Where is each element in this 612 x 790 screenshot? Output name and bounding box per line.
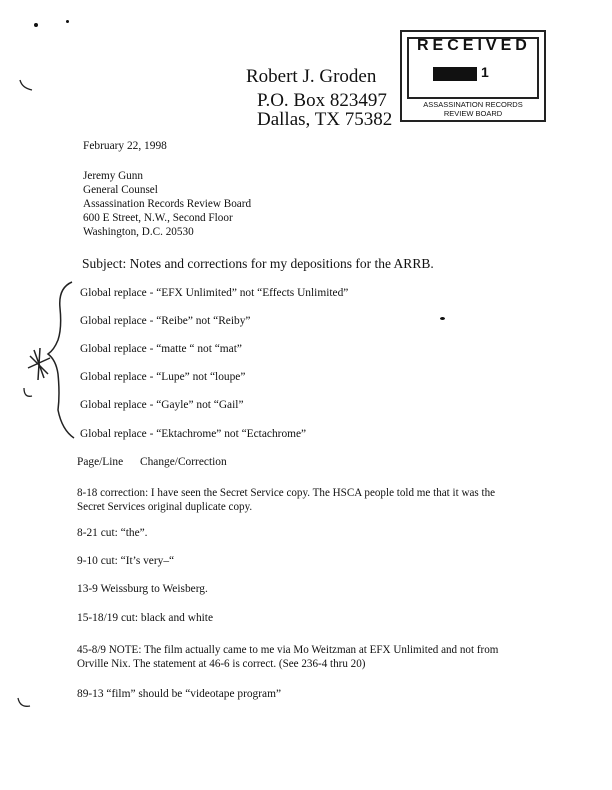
replace-item: Global replace - “Lupe” not “loupe”	[80, 371, 246, 383]
subject-line: Subject: Notes and corrections for my depositions for the ARRB.	[82, 256, 434, 271]
recipient-org: Assassination Records Review Board	[83, 198, 252, 210]
replace-item: Global replace - “Ektachrome” not “Ectachrome”	[80, 428, 307, 440]
replace-item: Global replace - “Gayle” not “Gail”	[80, 399, 244, 411]
recipient-city: Washington, D.C. 20530	[83, 226, 194, 238]
replace-item: Global replace - “EFX Unlimited” not “Effects Unlimited”	[80, 287, 349, 299]
received-stamp	[400, 30, 546, 122]
stamp-org-line1: ASSASSINATION RECORDS	[423, 100, 523, 109]
letter-date: February 22, 1998	[83, 140, 167, 152]
hand-bracket-mark	[48, 282, 74, 438]
stray-dot-mark	[34, 23, 38, 27]
correction-line: 89-13 “film” should be “videotape program”	[77, 688, 282, 700]
recipient-street: 600 E Street, N.W., Second Floor	[83, 212, 233, 224]
replace-item: Global replace - “Reibe” not “Reiby”	[80, 315, 251, 327]
replace-item: Global replace - “matte “ not “mat”	[80, 343, 242, 355]
hand-tick-mark	[20, 80, 32, 90]
stamp-redaction	[433, 67, 477, 81]
correction-line: 8-18 correction: I have seen the Secret Service copy. The HSCA people told me that it was the	[77, 487, 496, 499]
handwritten-marks	[10, 78, 80, 718]
correction-line: Orville Nix. The statement at 46-6 is correct. (See 236-4 thru 20)	[77, 658, 366, 670]
hand-asterisk-mark	[28, 348, 50, 380]
column-header-change: Change/Correction	[140, 456, 227, 468]
correction-line: 15-18/19 cut: black and white	[77, 612, 214, 624]
correction-line: Secret Services original duplicate copy.	[77, 501, 253, 513]
recipient-name: Jeremy Gunn	[83, 170, 143, 182]
letterhead-po-box: P.O. Box 823497	[257, 90, 387, 111]
stamp-date: 1	[481, 64, 489, 80]
correction-line: 9-10 cut: “It’s very–“	[77, 555, 175, 567]
correction-line: 8-21 cut: “the”.	[77, 527, 148, 539]
stamp-org	[402, 100, 544, 118]
stray-dot-mark	[66, 20, 69, 23]
stamp-received-text: RECEIVED	[417, 37, 531, 54]
stamp-org-line2: REVIEW BOARD	[443, 109, 503, 118]
hand-tick-mark	[18, 698, 30, 706]
letterhead-name: Robert J. Groden	[246, 66, 377, 87]
stamp-frame	[407, 37, 539, 99]
stray-dot-mark	[440, 317, 445, 320]
correction-line: 13-9 Weissburg to Weisberg.	[77, 583, 208, 595]
recipient-title: General Counsel	[83, 184, 158, 196]
correction-line: 45-8/9 NOTE: The film actually came to me via Mo Weitzman at EFX Unlimited and not from	[77, 644, 499, 656]
letterhead-city: Dallas, TX 75382	[257, 109, 393, 130]
column-header-page-line: Page/Line	[77, 456, 124, 468]
hand-tick-mark	[24, 388, 32, 396]
